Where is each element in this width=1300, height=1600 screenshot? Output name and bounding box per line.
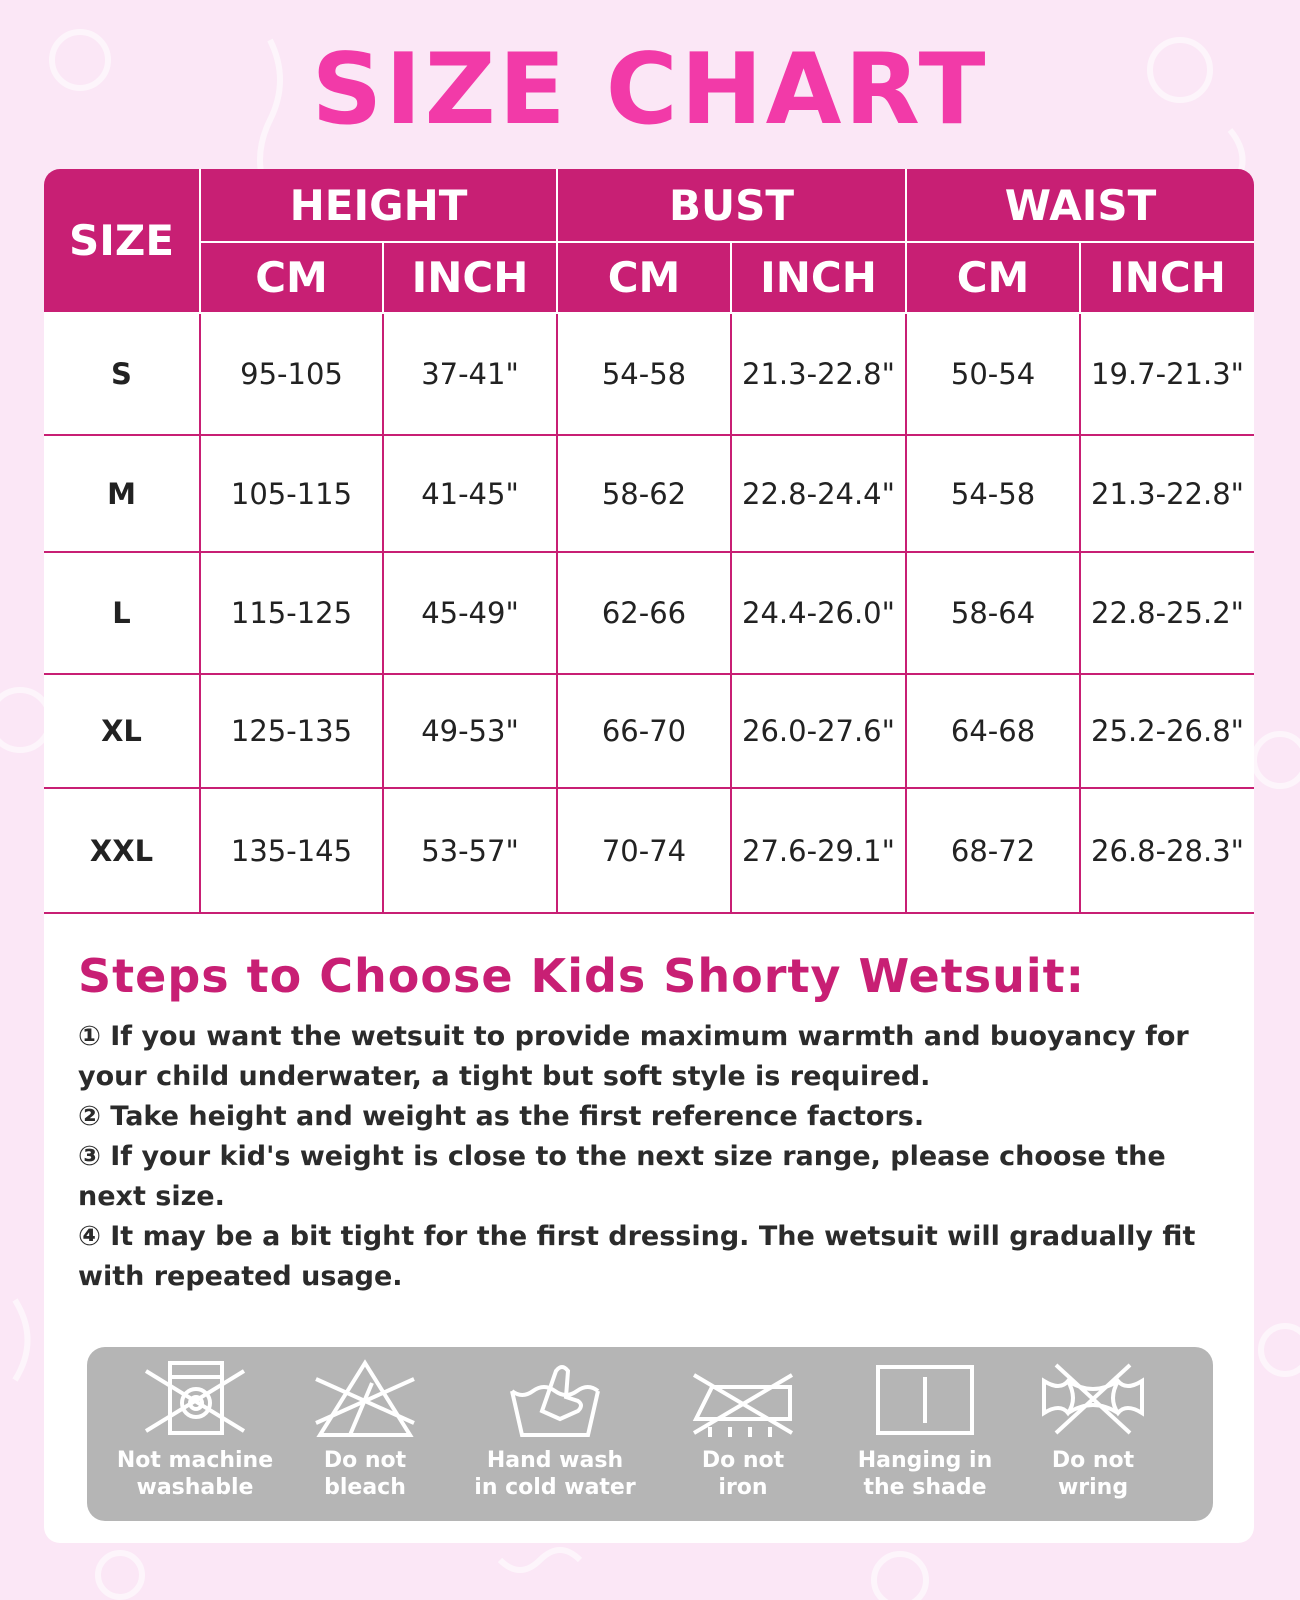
- hang-dry-shade-icon: [870, 1357, 980, 1441]
- care-label: Do not iron: [701, 1448, 785, 1500]
- step-item: ② Take height and weight as the first reference factors.: [78, 1101, 925, 1132]
- care-item: [835, 1357, 1015, 1501]
- page-title: SIZE CHART: [311, 33, 989, 147]
- step-item: ④ It may be a bit tight for the first dressing. The wetsuit will gradually fit with repeated usage.: [78, 1221, 1196, 1292]
- waist-header: WAIST: [906, 169, 1254, 242]
- waist-inch-cell: 22.8-25.2": [1080, 552, 1254, 674]
- care-label: Do not wring: [1051, 1448, 1135, 1500]
- hand-wash-icon: [500, 1357, 610, 1441]
- waist-inch-cell: 21.3-22.8": [1080, 435, 1254, 552]
- height-cm-cell: 135-145: [200, 788, 383, 913]
- waist-cm-cell: 54-58: [906, 435, 1080, 552]
- size-cell: S: [44, 313, 200, 435]
- bleach-crossed-icon: [310, 1357, 420, 1441]
- care-label: Hand wash in cold water: [474, 1448, 636, 1500]
- step-item: ③ If your kid's weight is close to the next size range, please choose the next size.: [78, 1141, 1166, 1212]
- bust-cm-cell: 54-58: [557, 313, 731, 435]
- bust-cm-cell: 58-62: [557, 435, 731, 552]
- height-inch-cell: 37-41": [383, 313, 557, 435]
- bust-inch-cell: 26.0-27.6": [731, 674, 906, 788]
- waist-inch-header: INCH: [1080, 242, 1254, 313]
- care-item: [105, 1357, 285, 1501]
- bust-cm-cell: 66-70: [557, 674, 731, 788]
- care-label: Not machine washable: [116, 1448, 274, 1500]
- washing-machine-crossed-icon: [140, 1357, 250, 1441]
- waist-cm-cell: 64-68: [906, 674, 1080, 788]
- iron-crossed-icon: [688, 1357, 798, 1441]
- size-cell: L: [44, 552, 200, 674]
- steps-list: [78, 1017, 1218, 1297]
- height-header: HEIGHT: [200, 169, 557, 242]
- care-item: [653, 1357, 833, 1501]
- bust-cm-header: CM: [557, 242, 731, 313]
- bust-cm-cell: 70-74: [557, 788, 731, 913]
- table-row: [44, 552, 1254, 674]
- size-cell: XL: [44, 674, 200, 788]
- size-cell: M: [44, 435, 200, 552]
- table-row: [44, 435, 1254, 552]
- steps-title: Steps to Choose Kids Shorty Wetsuit:: [78, 949, 1086, 1003]
- bust-inch-header: INCH: [731, 242, 906, 313]
- size-chart-card: [44, 169, 1254, 1543]
- height-cm-cell: 125-135: [200, 674, 383, 788]
- table-row: [44, 674, 1254, 788]
- care-label: Hanging in the shade: [857, 1448, 993, 1500]
- height-inch-cell: 41-45": [383, 435, 557, 552]
- care-item: [1003, 1357, 1183, 1501]
- size-cell: XXL: [44, 788, 200, 913]
- size-table: [44, 169, 1254, 914]
- bust-inch-cell: 24.4-26.0": [731, 552, 906, 674]
- bust-header: BUST: [557, 169, 906, 242]
- height-cm-cell: 95-105: [200, 313, 383, 435]
- waist-cm-cell: 58-64: [906, 552, 1080, 674]
- waist-inch-cell: 19.7-21.3": [1080, 313, 1254, 435]
- waist-cm-header: CM: [906, 242, 1080, 313]
- care-item: [465, 1357, 645, 1501]
- height-inch-cell: 45-49": [383, 552, 557, 674]
- waist-cm-cell: 68-72: [906, 788, 1080, 913]
- bust-inch-cell: 22.8-24.4": [731, 435, 906, 552]
- care-label: Do not bleach: [323, 1448, 407, 1500]
- height-inch-cell: 49-53": [383, 674, 557, 788]
- height-cm-cell: 105-115: [200, 435, 383, 552]
- bust-cm-cell: 62-66: [557, 552, 731, 674]
- bust-inch-cell: 21.3-22.8": [731, 313, 906, 435]
- waist-cm-cell: 50-54: [906, 313, 1080, 435]
- care-instructions-panel: [87, 1347, 1213, 1521]
- height-cm-header: CM: [200, 242, 383, 313]
- height-inch-cell: 53-57": [383, 788, 557, 913]
- wring-crossed-icon: [1038, 1357, 1148, 1441]
- bust-inch-cell: 27.6-29.1": [731, 788, 906, 913]
- height-inch-header: INCH: [383, 242, 557, 313]
- step-item: ① If you want the wetsuit to provide maximum warmth and buoyancy for your child underwater, a tight but soft style is required.: [78, 1021, 1189, 1092]
- table-row: [44, 788, 1254, 913]
- height-cm-cell: 115-125: [200, 552, 383, 674]
- care-item: [275, 1357, 455, 1501]
- waist-inch-cell: 26.8-28.3": [1080, 788, 1254, 913]
- size-header: SIZE: [44, 169, 200, 313]
- waist-inch-cell: 25.2-26.8": [1080, 674, 1254, 788]
- table-row: [44, 313, 1254, 435]
